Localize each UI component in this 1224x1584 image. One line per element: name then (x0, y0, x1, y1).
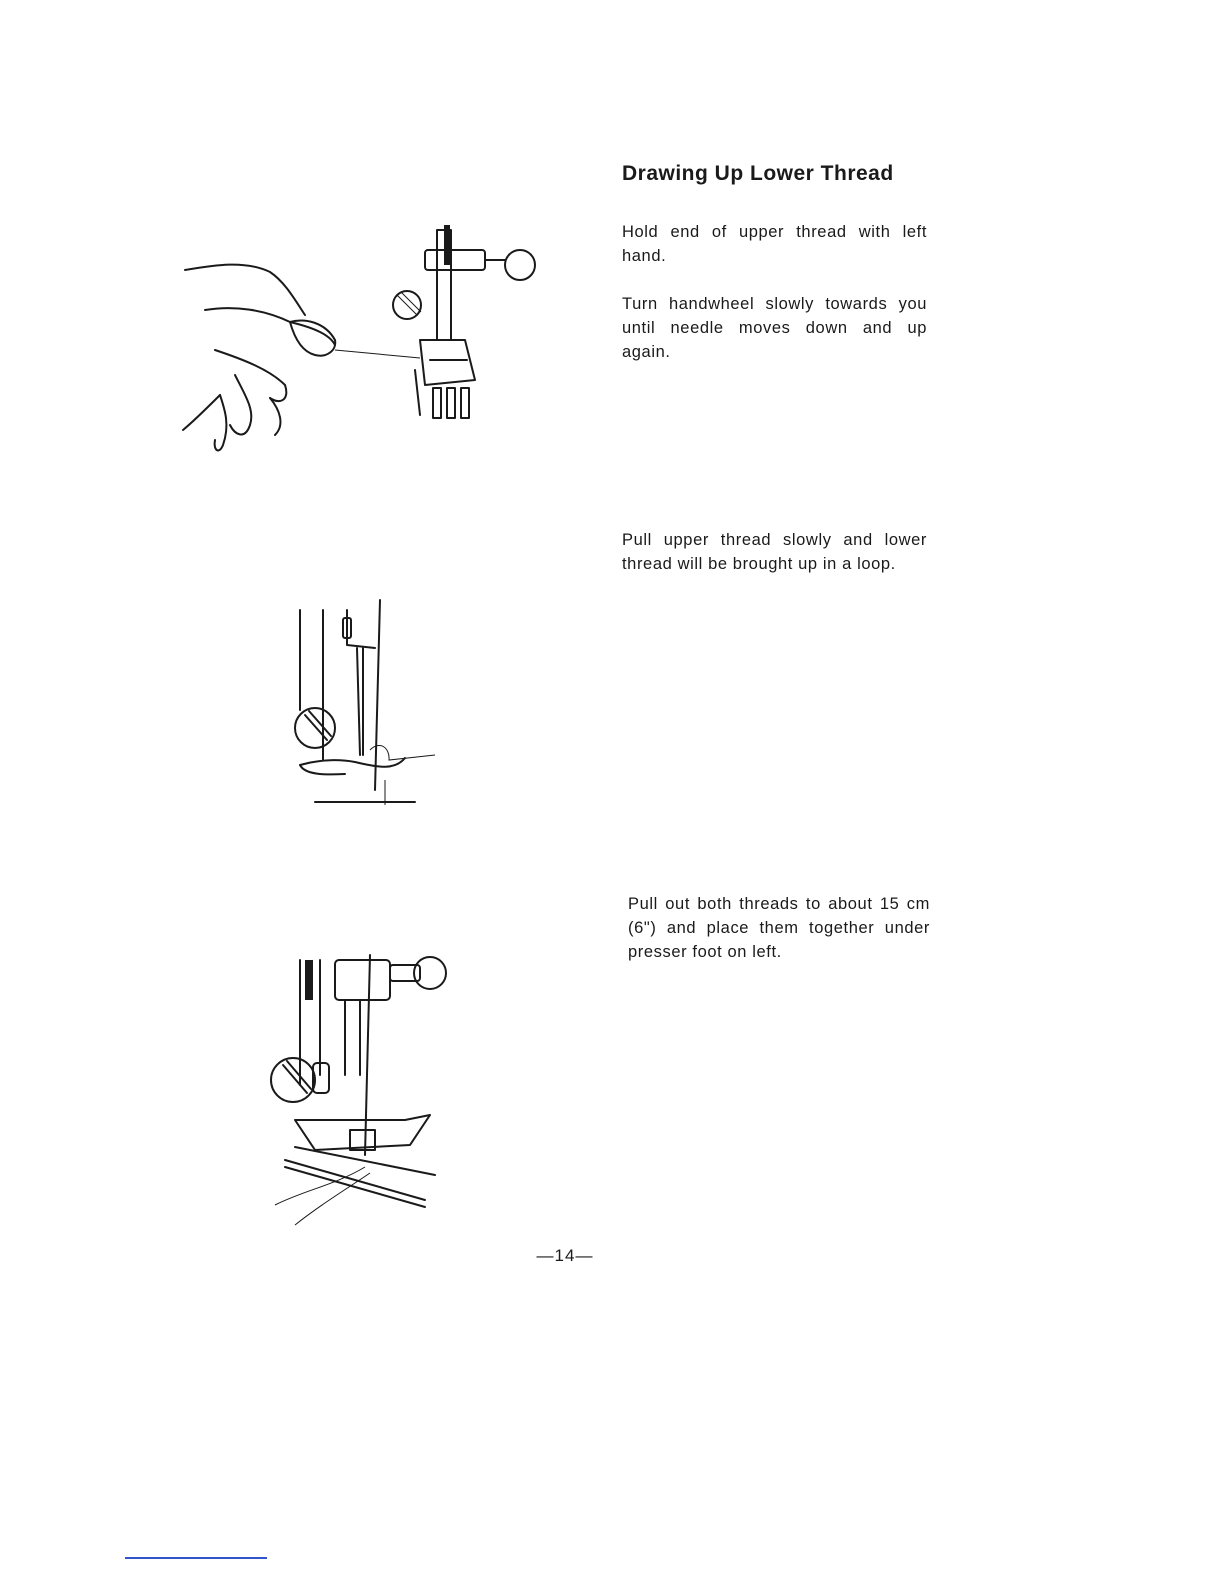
step-pull-out-threads: Pull out both threads to about 15 cm (6") and place them together under presser foot on left. (628, 895, 930, 961)
hand-holding-thread-illustration (175, 210, 555, 470)
step-hold-thread: Hold end of upper thread with left hand. (622, 223, 927, 265)
threads-under-foot-illustration (265, 935, 465, 1225)
page-number: —14— (536, 1246, 594, 1265)
step-turn-handwheel: Turn handwheel slowly towards you until needle moves down and up again. (622, 295, 927, 361)
step-pull-upper-thread: Pull upper thread slowly and lower thread will be brought up in a loop. (622, 531, 927, 573)
needle-loop-illustration (285, 590, 445, 820)
footer-rule (125, 1557, 267, 1559)
section-title: Drawing Up Lower Thread (622, 162, 894, 185)
